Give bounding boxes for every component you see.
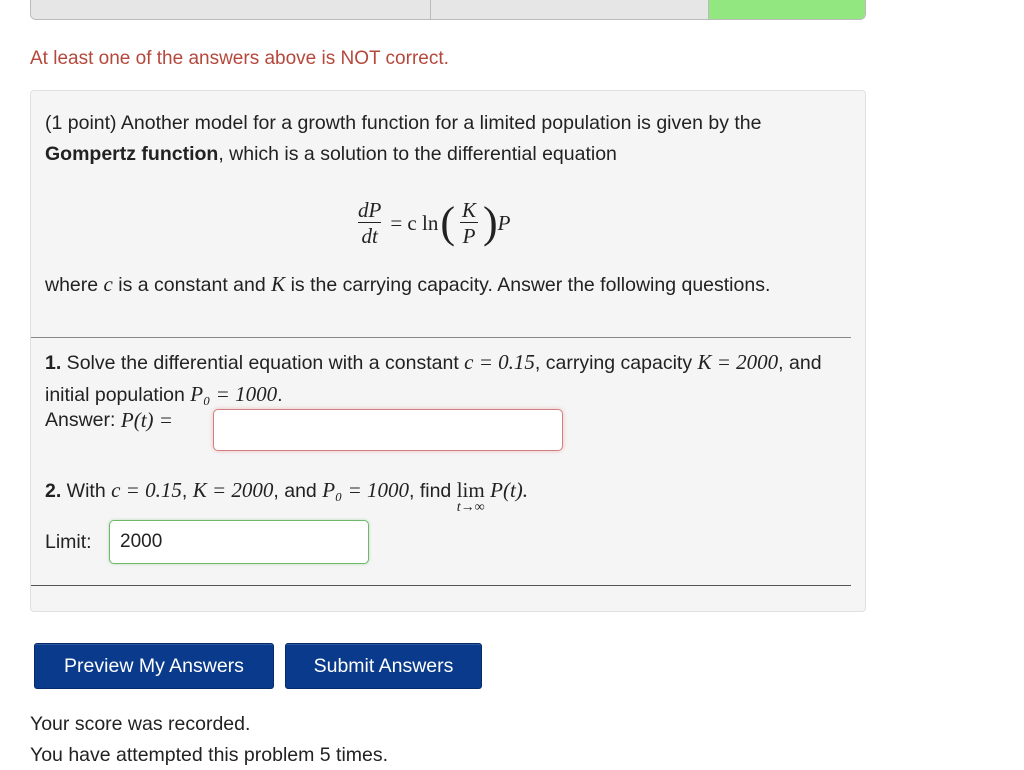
equation-equals: = c ln: [390, 210, 439, 235]
question-1-number: 1.: [45, 352, 62, 374]
lim-expression: P(t).: [490, 478, 529, 502]
intro-bold-term: Gompertz function: [45, 143, 219, 165]
answer-input[interactable]: [213, 409, 563, 451]
divider: [31, 337, 851, 338]
where-text: where: [45, 274, 104, 296]
var-c: c: [103, 272, 113, 296]
question-2: [45, 475, 855, 514]
q2-text-3: , find: [409, 480, 457, 502]
intro-text-end: , which is a solution to the differential equation: [218, 143, 617, 165]
problem-box: [30, 90, 866, 612]
problem-where-text: [45, 269, 855, 301]
lhs-numerator: dP: [358, 197, 382, 222]
answer-label: Answer:: [45, 409, 116, 431]
q1-K-value: K = 2000: [697, 350, 779, 374]
where-text-3: is the carrying capacity. Answer the following questions.: [285, 274, 771, 296]
q1-text-2: , carrying capacity: [534, 352, 698, 374]
answer-row: [45, 408, 173, 433]
intro-text: (1 point) Another model for a growth function for a limited population is given by the: [45, 112, 762, 134]
q1-text: Solve the differential equation with a constant: [61, 352, 465, 374]
limit-input[interactable]: [109, 520, 369, 564]
preview-answers-button[interactable]: Preview My Answers: [34, 643, 274, 689]
attempts-status: You have attempted this problem 5 times.: [30, 744, 389, 766]
results-table: [30, 0, 866, 20]
equation-tail: P: [497, 210, 511, 235]
question-2-number: 2.: [45, 480, 62, 502]
results-cell-entered: [31, 0, 431, 19]
q1-c-value: c = 0.15: [464, 350, 535, 374]
lhs-fraction: [355, 198, 384, 249]
q1-text-4: .: [277, 384, 283, 406]
limit-operator: [457, 475, 485, 514]
limit-label: Limit:: [45, 531, 92, 553]
q2-comma: ,: [181, 480, 193, 502]
q1-text-3: , and initial population: [45, 352, 822, 406]
q2-c-value: c = 0.15: [111, 478, 182, 502]
q1-P0-value: P₀ = 1000: [190, 382, 278, 406]
q2-text: With: [61, 480, 112, 502]
q2-P0-value: P₀ = 1000: [322, 478, 409, 502]
var-K: K: [271, 272, 286, 296]
results-cell-preview: [431, 0, 709, 19]
answer-warning: At least one of the answers above is NOT correct.: [30, 48, 449, 69]
results-cell-correct: [709, 0, 865, 19]
answer-math-label: P(t) =: [120, 408, 173, 432]
lim-word: lim: [456, 478, 485, 502]
lim-subscript: t→∞: [456, 500, 485, 515]
where-text-2: is a constant and: [112, 274, 272, 296]
q2-text-2: , and: [273, 480, 323, 502]
submit-answers-button[interactable]: Submit Answers: [285, 643, 482, 689]
left-paren: (: [440, 198, 455, 247]
differential-equation: [351, 193, 510, 253]
score-status: Your score was recorded.: [30, 713, 251, 735]
q2-K-value: K = 2000: [192, 478, 274, 502]
question-1: [45, 347, 855, 411]
divider-bottom: [31, 585, 851, 586]
inner-numerator: K: [461, 197, 476, 222]
inner-denominator: P: [460, 222, 479, 249]
lhs-denominator: dt: [358, 222, 380, 249]
right-paren: ): [483, 198, 498, 247]
inner-fraction: [459, 198, 479, 249]
problem-intro: [45, 108, 855, 170]
